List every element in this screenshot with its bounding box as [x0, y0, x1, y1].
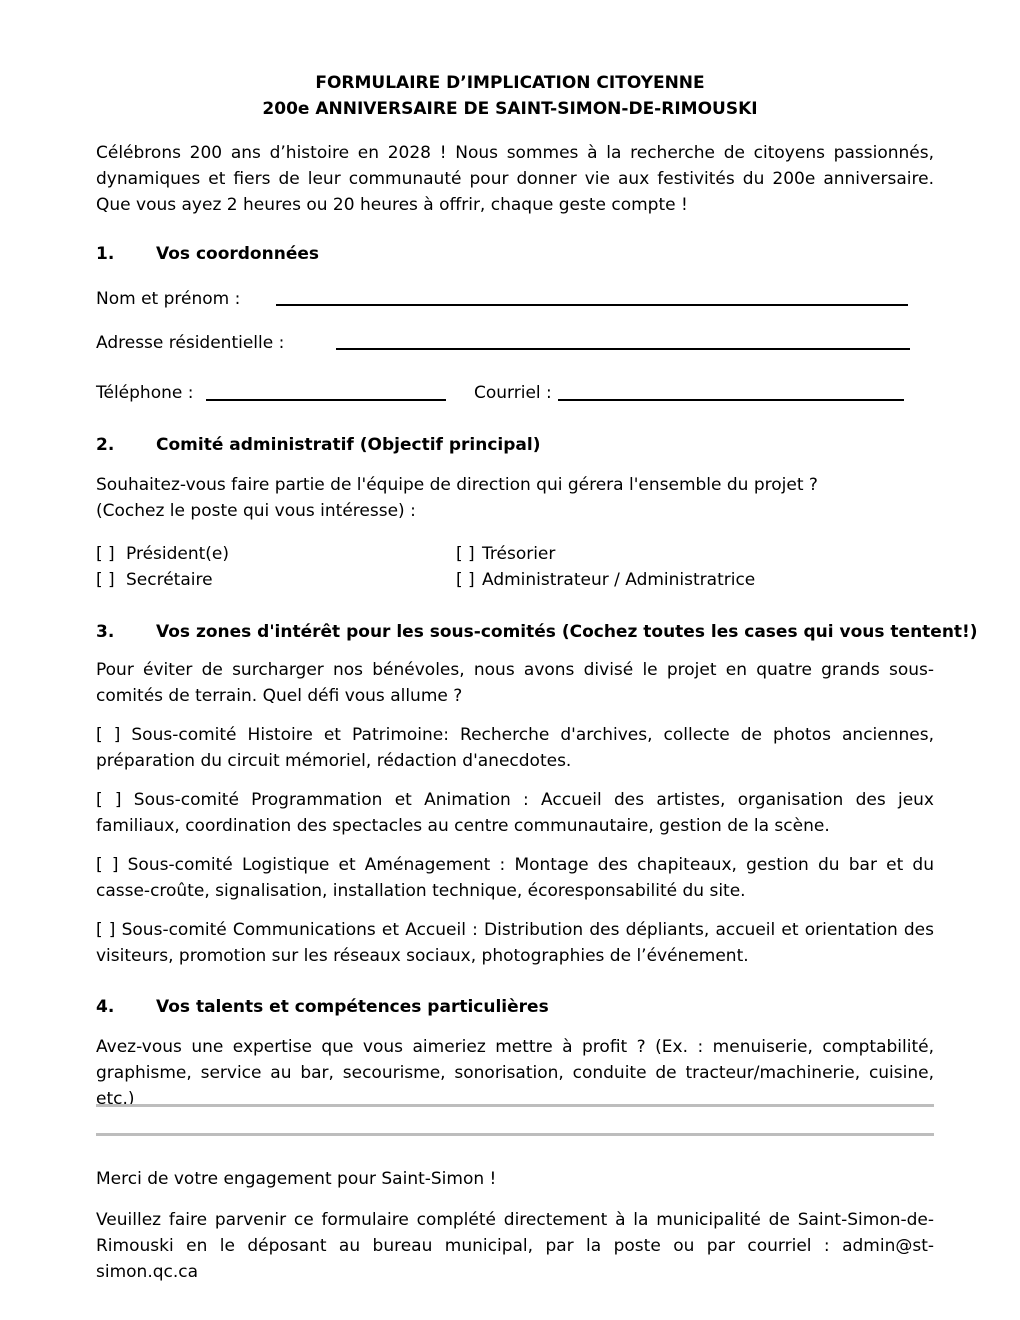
email-field[interactable] [558, 399, 904, 401]
section-2-number: 2. [96, 435, 115, 455]
name-field[interactable] [276, 304, 908, 306]
skills-answer-line-1[interactable] [96, 1104, 934, 1107]
section-3-title: Vos zones d'intérêt pour les sous-comités (Cochez toutes les cases qui vous tentent!) [156, 622, 978, 642]
name-label: Nom et prénom : [96, 289, 241, 309]
committee-question: Souhaitez-vous faire partie de l'équipe de direction qui gérera l'ensemble du projet ? [96, 475, 818, 495]
subcommittees-intro: Pour éviter de surcharger nos bénévoles, nous avons divisé le projet en quatre grands sous-comités de terrain. Quel défi vous allume ? [96, 660, 934, 706]
intro-paragraph: Célébrons 200 ans d’histoire en 2028 ! Nous sommes à la recherche de citoyens passionnés, dynamiques et fiers de leur communauté pour donner vie aux festivités du 200e anniversaire. Que vous ayez 2 heures ou 20 heures à offrir, chaque geste compte ! [96, 143, 934, 215]
submission-instructions: Veuillez faire parvenir ce formulaire complété directement à la municipalité de Saint-Simon-de-Rimouski en le déposant au bureau municipal, par la poste ou par courriel : admin@st-simon.qc.ca [96, 1210, 934, 1282]
phone-field[interactable] [206, 399, 446, 401]
checkbox-secretary[interactable]: [ ] [96, 570, 115, 590]
checkbox-president[interactable]: [ ] [96, 544, 115, 564]
section-3-number: 3. [96, 622, 115, 642]
role-president: Président(e) [126, 544, 230, 564]
skills-answer-line-2[interactable] [96, 1133, 934, 1136]
section-1-title: Vos coordonnées [156, 244, 319, 264]
subcommittee-logistics[interactable]: [ ] Sous-comité Logistique et Aménagement : Montage des chapiteaux, gestion du bar et du casse-croûte, signalisation, installation technique, écoresponsabilité du site. [96, 855, 934, 901]
address-label: Adresse résidentielle : [96, 333, 285, 353]
section-4-title: Vos talents et compétences particulières [156, 997, 549, 1017]
email-label: Courriel : [474, 383, 552, 403]
role-treasurer: Trésorier [482, 544, 556, 564]
role-administrator: Administrateur / Administratrice [482, 570, 756, 590]
subcommittee-programming[interactable]: [ ] Sous-comité Programmation et Animation : Accueil des artistes, organisation des jeux familiaux, coordination des spectacles au centre communautaire, gestion de la scène. [96, 790, 934, 836]
subcommittee-history[interactable]: [ ] Sous-comité Histoire et Patrimoine: Recherche d'archives, collecte de photos anciennes, préparation du circuit mémoriel, rédaction d'anecdotes. [96, 725, 934, 771]
address-field[interactable] [336, 348, 910, 350]
phone-label: Téléphone : [96, 383, 194, 403]
section-2-title: Comité administratif (Objectif principal) [156, 435, 541, 455]
form-subtitle: 200e ANNIVERSAIRE DE SAINT-SIMON-DE-RIMOUSKI [262, 99, 758, 119]
committee-instruction: (Cochez le poste qui vous intéresse) : [96, 501, 416, 521]
subcommittee-communications[interactable]: [ ] Sous-comité Communications et Accueil : Distribution des dépliants, accueil et orientation des visiteurs, promotion sur les réseaux sociaux, photographies de l’événement. [96, 920, 934, 966]
checkbox-treasurer[interactable]: [ ] [456, 544, 475, 564]
checkbox-administrator[interactable]: [ ] [456, 570, 475, 590]
section-4-number: 4. [96, 997, 115, 1017]
role-secretary: Secrétaire [126, 570, 213, 590]
thanks-text: Merci de votre engagement pour Saint-Simon ! [96, 1169, 497, 1189]
form-title: FORMULAIRE D’IMPLICATION CITOYENNE [315, 73, 705, 93]
skills-question: Avez-vous une expertise que vous aimeriez mettre à profit ? (Ex. : menuiserie, comptabilité, graphisme, service au bar, secourisme, sonorisation, conduite de tracteur/machinerie, cuisine, etc.) [96, 1037, 934, 1109]
section-1-number: 1. [96, 244, 115, 264]
